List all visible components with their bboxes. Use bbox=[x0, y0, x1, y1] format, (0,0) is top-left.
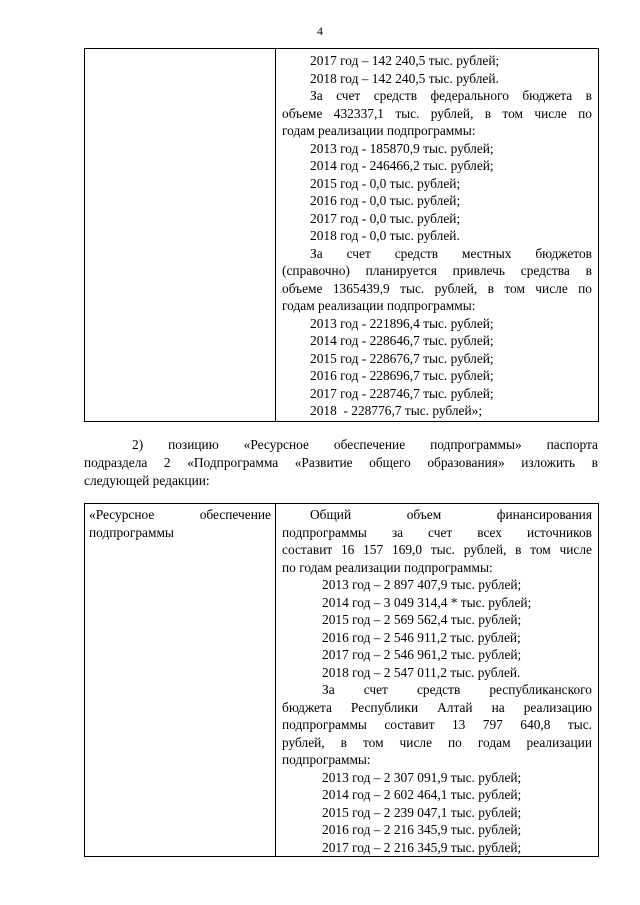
text-line: годам реализации подпрограммы: bbox=[282, 298, 476, 313]
text-line: 2017 год – 2 216 345,9 тыс. рублей; bbox=[322, 839, 522, 855]
text-line: рублей, в том числе по годам реализации bbox=[282, 734, 592, 750]
cell-label-line: подпрограммы bbox=[89, 524, 174, 540]
text-line: объеме 1365439,9 тыс. рублей, в том числе по bbox=[282, 280, 592, 296]
text-line: 2016 год - 0,0 тыс. рублей; bbox=[310, 193, 461, 208]
paragraph-line: следующей редакции: bbox=[84, 473, 210, 488]
text-line: годам реализации подпрограммы: bbox=[282, 123, 476, 138]
table-row bbox=[85, 49, 599, 422]
text-line: За счет средств местных бюджетов bbox=[310, 245, 592, 261]
text-line: 2014 год – 2 602 464,1 тыс. рублей; bbox=[322, 787, 522, 802]
text-line: 2016 год – 2 546 911,2 тыс. рублей; bbox=[322, 629, 521, 645]
text-line: 2013 год – 2 897 407,9 тыс. рублей; bbox=[322, 577, 522, 592]
paragraph-line: подраздела 2 «Подпрограмма «Развитие общего образования» изложить в bbox=[84, 455, 598, 470]
text-line: Общий объем финансирования bbox=[310, 507, 592, 522]
text-line: 2013 год - 185870,9 тыс. рублей; bbox=[310, 140, 494, 156]
text-line: 2015 год - 228676,7 тыс. рублей; bbox=[310, 350, 494, 366]
passport-table-continued bbox=[84, 48, 599, 422]
text-line: За счет средств федерального бюджета в bbox=[310, 88, 592, 103]
text-line: подпрограммы за счет всех источников bbox=[282, 524, 592, 540]
paragraph-line: 2) позицию «Ресурсное обеспечение подпрограммы» паспорта bbox=[132, 437, 598, 452]
text-line: по годам реализации подпрограммы: bbox=[282, 559, 493, 575]
text-line: подпрограммы составит 13 797 640,8 тыс. bbox=[282, 717, 592, 732]
text-line: 2018 год – 2 547 011,2 тыс. рублей. bbox=[322, 664, 521, 680]
text-line: 2017 год - 228746,7 тыс. рублей; bbox=[310, 385, 494, 401]
table-row bbox=[85, 504, 599, 857]
text-line: 2014 год - 228646,7 тыс. рублей; bbox=[310, 333, 494, 348]
text-line: 2013 год - 221896,4 тыс. рублей; bbox=[310, 315, 494, 331]
text-line: 2015 год – 2 569 562,4 тыс. рублей; bbox=[322, 612, 522, 627]
table-cell-label bbox=[85, 504, 276, 857]
text-line: 2018 год - 0,0 тыс. рублей. bbox=[310, 228, 460, 243]
text-line: объеме 432337,1 тыс. рублей, в том числе по bbox=[282, 105, 592, 121]
text-line: 2014 год - 246466,2 тыс. рублей; bbox=[310, 158, 494, 173]
table-cell-label bbox=[85, 49, 276, 422]
text-line: 2017 год – 142 240,5 тыс. рублей; bbox=[310, 53, 500, 68]
text-line: 2014 год – 3 049 314,4 * тыс. рублей; bbox=[322, 594, 532, 610]
resource-provision-table bbox=[84, 503, 599, 857]
text-line: 2018 год – 142 240,5 тыс. рублей. bbox=[310, 70, 499, 86]
page-number: 4 bbox=[317, 24, 323, 38]
text-line: 2017 год - 0,0 тыс. рублей; bbox=[310, 210, 461, 226]
text-line: бюджета Республики Алтай на реализацию bbox=[282, 699, 592, 715]
text-line: 2015 год – 2 239 047,1 тыс. рублей; bbox=[322, 804, 522, 820]
cell-label-line: «Ресурсное обеспечение bbox=[89, 507, 271, 522]
instruction-paragraph bbox=[84, 436, 598, 490]
text-line: 2015 год - 0,0 тыс. рублей; bbox=[310, 175, 461, 191]
text-line: 2016 год - 228696,7 тыс. рублей; bbox=[310, 368, 494, 383]
text-line: (справочно) планируется привлечь средства в bbox=[282, 263, 592, 278]
text-line: 2016 год – 2 216 345,9 тыс. рублей; bbox=[322, 822, 522, 837]
text-line: подпрограммы: bbox=[282, 752, 371, 767]
text-line: За счет средств республиканского bbox=[322, 682, 592, 697]
text-line: составит 16 157 169,0 тыс. рублей, в том числе bbox=[282, 542, 592, 557]
table-cell-content bbox=[276, 49, 599, 422]
text-line: 2013 год – 2 307 091,9 тыс. рублей; bbox=[322, 769, 522, 785]
text-line: 2017 год – 2 546 961,2 тыс. рублей; bbox=[322, 647, 522, 662]
text-line: 2018 - 228776,7 тыс. рублей»; bbox=[310, 403, 483, 418]
table-cell-content bbox=[276, 504, 599, 857]
